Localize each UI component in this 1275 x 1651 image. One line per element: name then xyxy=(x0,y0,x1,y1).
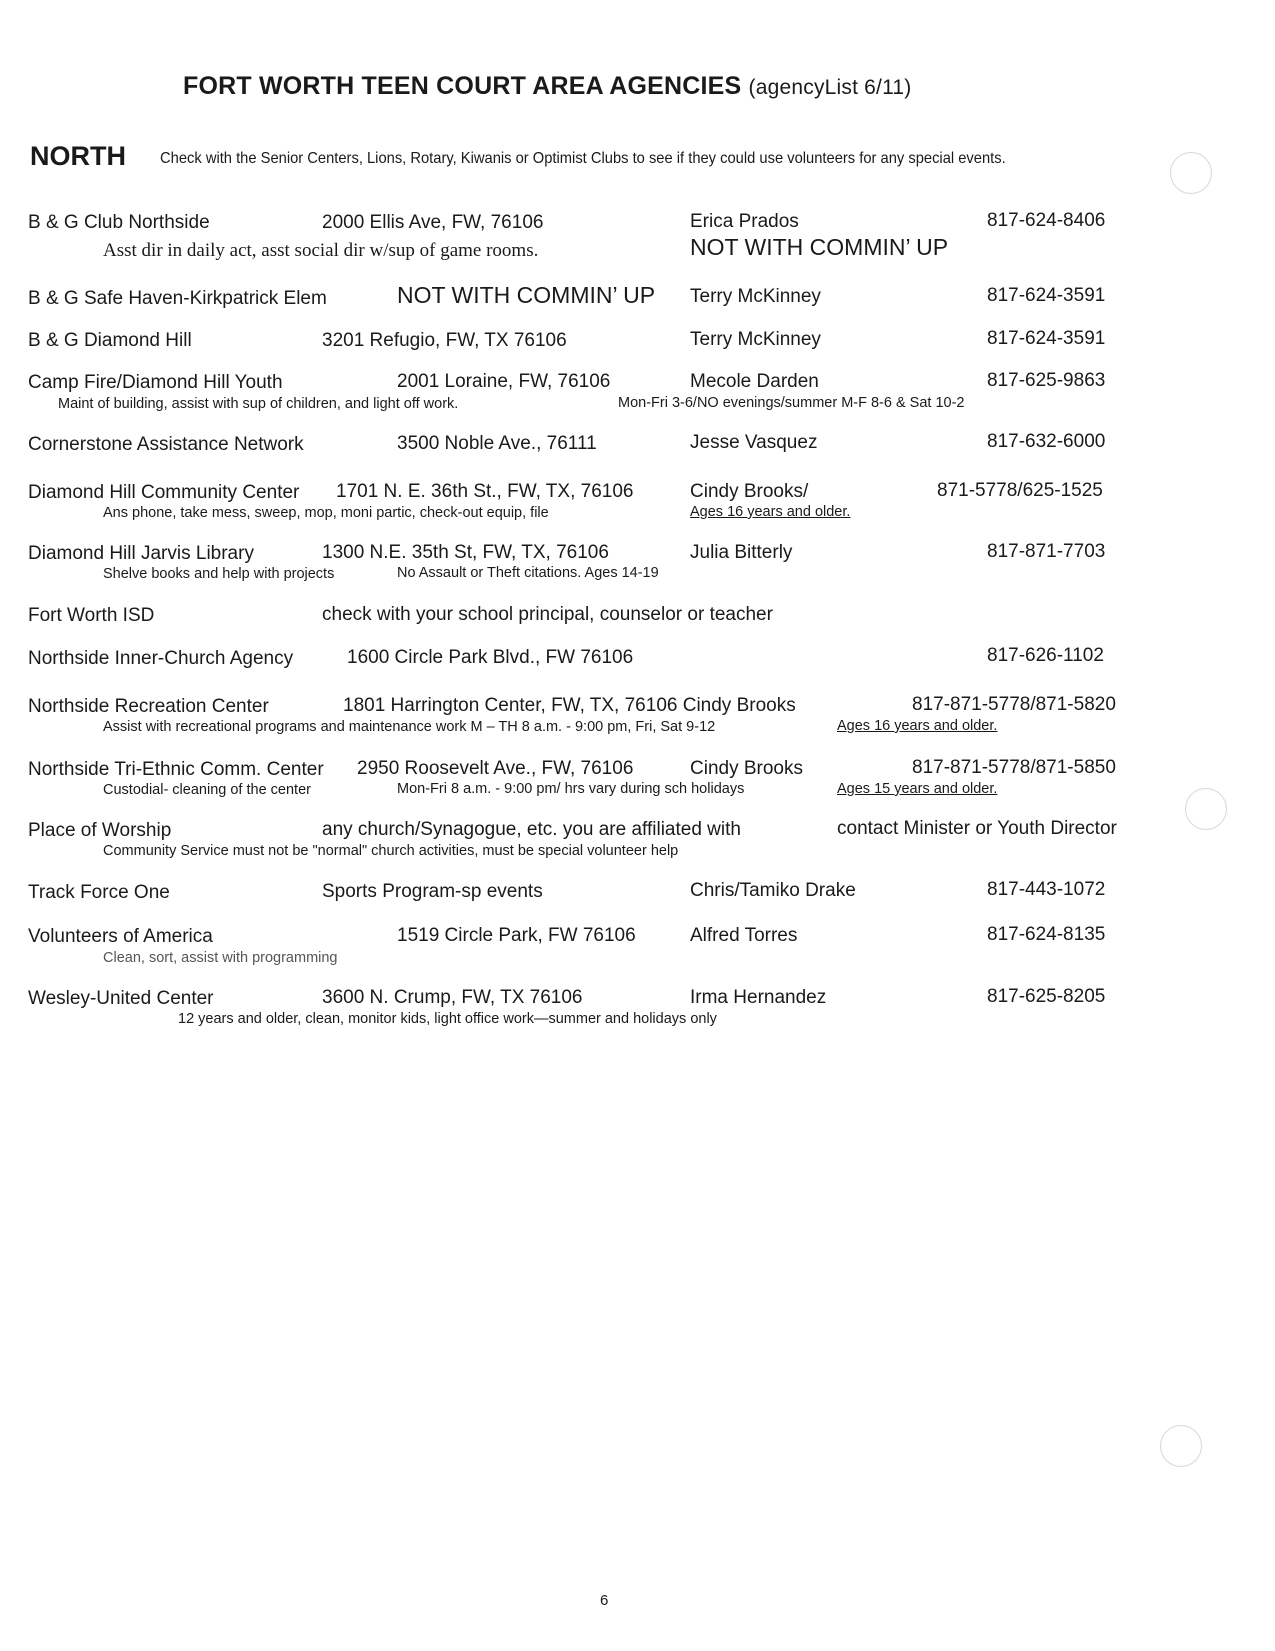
agency-phone: 817-443-1072 xyxy=(987,879,1106,900)
agency-note: Custodial- cleaning of the center xyxy=(103,782,311,798)
agency-name: B & G Safe Haven-Kirkpatrick Elem xyxy=(28,288,327,309)
scan-artifact xyxy=(1160,1425,1202,1467)
agency-name: Northside Recreation Center xyxy=(28,696,269,717)
agency-contact: Mecole Darden xyxy=(690,371,819,392)
agency-name: Camp Fire/Diamond Hill Youth xyxy=(28,372,283,393)
agency-address: 3201 Refugio, FW, TX 76106 xyxy=(322,330,567,351)
agency-name: Track Force One xyxy=(28,882,170,903)
agency-contact: Cindy Brooks xyxy=(690,758,803,779)
agency-phone: 817-871-7703 xyxy=(987,541,1106,562)
agency-phone: 817-625-9863 xyxy=(987,370,1106,391)
agency-note: Ans phone, take mess, sweep, mop, moni partic, check-out equip, file xyxy=(103,505,549,521)
agency-phone: 817-626-1102 xyxy=(987,645,1104,666)
agency-note: Assist with recreational programs and maintenance work M – TH 8 a.m. - 9:00 pm, Fri, Sat 9-12 xyxy=(103,719,716,735)
agency-address: 3600 N. Crump, FW, TX 76106 xyxy=(322,987,583,1008)
agency-address: 2000 Ellis Ave, FW, 76106 xyxy=(322,212,544,233)
agency-address: any church/Synagogue, etc. you are affiliated with xyxy=(322,819,741,840)
agency-contact: Jesse Vasquez xyxy=(690,432,818,453)
agency-phone: 817-871-5778/871-5820 xyxy=(912,694,1116,715)
region-note: Check with the Senior Centers, Lions, Rotary, Kiwanis or Optimist Clubs to see if they could use volunteers for any special events. xyxy=(160,150,1006,167)
agency-name: B & G Club Northside xyxy=(28,212,210,233)
agency-address: 1701 N. E. 36th St., FW, TX, 76106 xyxy=(336,481,634,502)
agency-restriction: No Assault or Theft citations. Ages 14-19 xyxy=(397,565,659,581)
agency-age-requirement: Ages 16 years and older. xyxy=(690,504,851,520)
agency-address: 1519 Circle Park, FW 76106 xyxy=(397,925,636,946)
agency-phone: 817-625-8205 xyxy=(987,986,1106,1007)
agency-contact: Julia Bitterly xyxy=(690,542,793,563)
agency-name: B & G Diamond Hill xyxy=(28,330,192,351)
agency-contact: Cindy Brooks/ xyxy=(690,481,809,502)
agency-phone: 817-624-8135 xyxy=(987,924,1106,945)
scan-artifact xyxy=(1170,152,1212,194)
agency-contact: Alfred Torres xyxy=(690,925,798,946)
page-title xyxy=(183,72,911,101)
agency-phone: 817-624-3591 xyxy=(987,285,1106,306)
agency-name: Volunteers of America xyxy=(28,926,213,947)
agency-address: 2950 Roosevelt Ave., FW, 76106 xyxy=(357,758,634,779)
agency-status: NOT WITH COMMIN’ UP xyxy=(690,234,949,260)
scan-artifact xyxy=(1185,788,1227,830)
agency-contact: contact Minister or Youth Director xyxy=(837,818,1117,839)
agency-age-requirement: Ages 16 years and older. xyxy=(837,718,998,734)
agency-address: check with your school principal, counselor or teacher xyxy=(322,604,773,625)
agency-contact: Irma Hernandez xyxy=(690,987,827,1008)
agency-name: Diamond Hill Community Center xyxy=(28,482,300,503)
agency-note: Maint of building, assist with sup of children, and light off work. xyxy=(58,396,459,412)
agency-note: Clean, sort, assist with programming xyxy=(103,950,338,966)
region-heading: NORTH xyxy=(30,141,126,171)
agency-age-requirement: Ages 15 years and older. xyxy=(837,781,998,797)
agency-address: 1801 Harrington Center, FW, TX, 76106 Cindy Brooks xyxy=(343,695,796,716)
agency-note: 12 years and older, clean, monitor kids, light office work—summer and holidays only xyxy=(178,1011,717,1027)
agency-name: Northside Inner-Church Agency xyxy=(28,648,294,669)
agency-phone: 871-5778/625-1525 xyxy=(937,480,1103,501)
agency-phone: 817-624-8406 xyxy=(987,210,1106,231)
title-text: FORT WORTH TEEN COURT AREA AGENCIES xyxy=(183,72,742,100)
agency-name: Northside Tri-Ethnic Comm. Center xyxy=(28,759,324,780)
agency-address: 3500 Noble Ave., 76111 xyxy=(397,433,597,454)
agency-hours: Mon-Fri 3-6/NO evenings/summer M-F 8-6 & Sat 10-2 xyxy=(618,395,965,411)
agency-hours: Mon-Fri 8 a.m. - 9:00 pm/ hrs vary during sch holidays xyxy=(397,781,745,797)
agency-address: 2001 Loraine, FW, 76106 xyxy=(397,371,611,392)
agency-name: Cornerstone Assistance Network xyxy=(28,434,304,455)
agency-address: 1600 Circle Park Blvd., FW 76106 xyxy=(347,647,634,668)
agency-note: Community Service must not be "normal" church activities, must be special volunteer help xyxy=(103,843,679,859)
agency-phone: 817-624-3591 xyxy=(987,328,1106,349)
agency-status: NOT WITH COMMIN’ UP xyxy=(397,282,656,308)
agency-name: Diamond Hill Jarvis Library xyxy=(28,543,254,564)
title-subtitle: (agencyList 6/11) xyxy=(748,76,912,99)
agency-address: 1300 N.E. 35th St, FW, TX, 76106 xyxy=(322,542,609,563)
agency-contact: Chris/Tamiko Drake xyxy=(690,880,856,901)
agency-note: Shelve books and help with projects xyxy=(103,566,335,582)
agency-name: Place of Worship xyxy=(28,820,172,841)
agency-name: Fort Worth ISD xyxy=(28,605,155,626)
agency-name: Wesley-United Center xyxy=(28,988,214,1009)
page-number: 6 xyxy=(600,1592,609,1609)
agency-contact: Terry McKinney xyxy=(690,286,821,307)
agency-phone: 817-871-5778/871-5850 xyxy=(912,757,1116,778)
agency-contact: Terry McKinney xyxy=(690,329,821,350)
agency-note: Asst dir in daily act, asst social dir w/sup of game rooms. xyxy=(103,240,539,261)
agency-phone: 817-632-6000 xyxy=(987,431,1106,452)
agency-contact: Erica Prados xyxy=(690,211,799,232)
agency-address: Sports Program-sp events xyxy=(322,881,543,902)
